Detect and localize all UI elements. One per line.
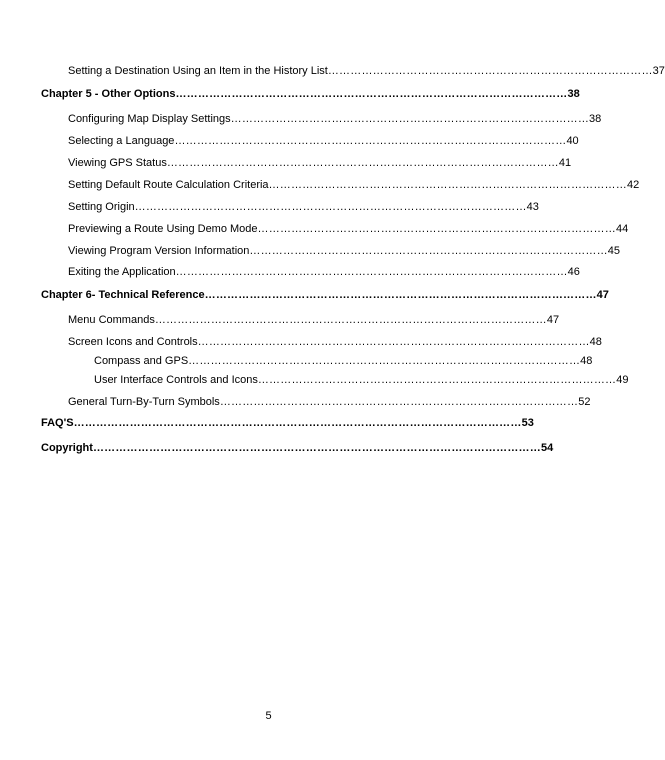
toc-subentry-title: Compass and GPS [94,355,189,367]
toc-chapter-page: 47 [596,289,609,301]
toc-leader-dots: …………………………………………………………………………………… [268,179,627,191]
toc-leader-dots: …………………………………………………………………………………… [219,396,579,408]
toc-subentry[interactable] [94,355,593,367]
toc-entry[interactable] [68,266,580,278]
toc-chapter-title: Chapter 5 - Other Options [41,88,176,100]
toc-entry[interactable] [68,157,572,169]
toc-entry-page: 46 [567,266,580,278]
toc-entry-title: Viewing Program Version Information [68,245,250,257]
toc-entry[interactable] [68,65,665,77]
toc-leader-dots: …………………………………………………………………………………… [257,223,616,235]
toc-leader-dots: …………………………………………………………………………………………… [166,157,559,169]
toc-entry[interactable] [68,336,602,348]
toc-entry[interactable] [68,223,629,235]
toc-leader-dots: …………………………………………………………………………………… [230,113,590,125]
toc-chapter[interactable] [41,417,534,429]
toc-entry-page: 41 [558,157,572,169]
toc-leader-dots: …………………………………………………………………………………………… [174,135,567,147]
toc-subentry-title: User Interface Controls and Icons [94,374,258,386]
toc-entry[interactable] [68,245,621,257]
toc-entry-page: 45 [607,245,621,257]
toc-chapter-page: 53 [521,417,534,429]
toc-entry-page: 47 [546,314,560,326]
toc-subentry-page: 48 [580,355,593,367]
toc-entry-page: 52 [578,396,591,408]
toc-entry-page: 37 [652,65,665,77]
toc-entry-page: 38 [589,113,602,125]
toc-entry[interactable] [68,396,591,408]
toc-entry[interactable] [68,113,602,125]
toc-leader-dots: …………………………………………………………………………………………… [204,289,597,301]
toc-leader-dots: …………………………………………………………………………………………… [134,201,527,213]
toc-subentry-page: 49 [616,374,629,386]
toc-leader-dots: …………………………………………………………………………………… [257,374,617,386]
toc-entry[interactable] [68,314,560,326]
toc-entry-page: 48 [589,336,602,348]
toc-entry-title: Setting a Destination Using an Item in the History List [68,65,328,77]
toc-entry-title: Previewing a Route Using Demo Mode [68,223,258,235]
toc-leader-dots: …………………………………………………………………………… [327,65,653,77]
toc-chapter-title: Copyright [41,442,93,454]
toc-leader-dots: …………………………………………………………………………………………… [188,355,581,367]
toc-entry-page: 44 [615,223,629,235]
toc-entry-title: General Turn-By-Turn Symbols [68,396,220,408]
toc-leader-dots: …………………………………………………………………………………………… [175,266,568,278]
toc-chapter[interactable] [41,442,554,454]
toc-chapter[interactable] [41,289,609,301]
toc-entry-title: Selecting a Language [68,135,175,147]
toc-chapter-page: 54 [540,442,554,454]
toc-entry[interactable] [68,201,539,213]
toc-leader-dots: ………………………………………………………………………………………………………… [92,442,541,454]
toc-entry-title: Screen Icons and Controls [68,336,198,348]
toc-leader-dots: …………………………………………………………………………………………… [197,336,590,348]
toc-leader-dots: …………………………………………………………………………………… [249,245,608,257]
toc-subentry[interactable] [94,374,629,386]
toc-entry-title: Menu Commands [68,314,155,326]
toc-chapter-page: 38 [567,88,580,100]
toc-entry-title: Viewing GPS Status [68,157,167,169]
toc-leader-dots: …………………………………………………………………………………………… [175,88,568,100]
toc-entry-page: 40 [566,135,579,147]
toc-entry[interactable] [68,179,640,191]
page-number: 5 [265,710,272,722]
toc-entry-title: Configuring Map Display Settings [68,113,231,125]
toc-entry-page: 42 [626,179,640,191]
toc-entry-title: Exiting the Application [68,266,176,278]
toc-entry-title: Setting Default Route Calculation Criteria [68,179,269,191]
toc-entry[interactable] [68,135,579,147]
toc-chapter[interactable] [41,88,580,100]
toc-chapter-title: Chapter 6- Technical Reference [41,289,205,301]
toc-entry-title: Setting Origin [68,201,135,213]
toc-entry-page: 43 [526,201,539,213]
toc-chapter-title: FAQ'S [41,417,74,429]
toc-leader-dots: ………………………………………………………………………………………………………… [73,417,522,429]
toc-leader-dots: …………………………………………………………………………………………… [154,314,547,326]
